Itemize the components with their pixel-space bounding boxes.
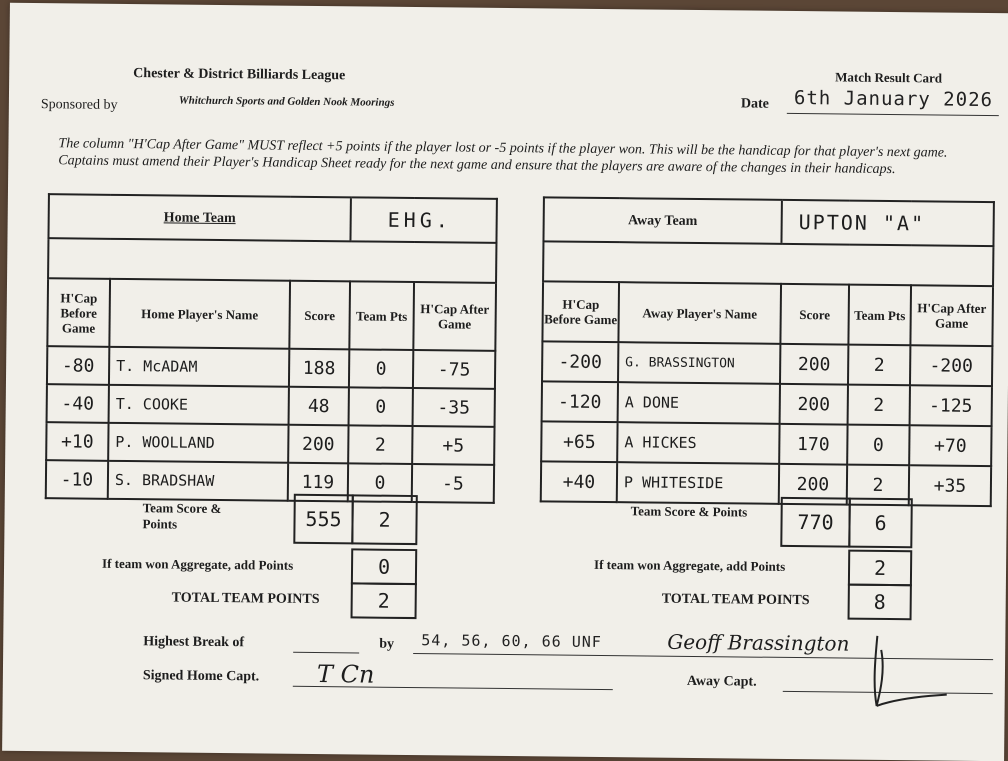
- table-row: -200 G. BRASSINGTON 200 2 -200: [542, 341, 992, 386]
- league-title: Chester & District Billiards League: [133, 66, 346, 84]
- table-row: +40 P WHITESIDE 200 2 +35: [541, 461, 991, 506]
- col-hcap-before: H'Cap Before Game: [542, 281, 619, 342]
- away-team-points: 6: [848, 498, 913, 549]
- home-total-label: TOTAL TEAM POINTS: [171, 590, 320, 608]
- away-team-table: [540, 196, 995, 507]
- highest-break-label: Highest Break of: [143, 634, 245, 651]
- highest-break-player: Geoff Brassington: [667, 629, 850, 656]
- sponsor-name: Whitchurch Sports and Golden Nook Moorings: [178, 94, 395, 109]
- highest-break-line: [293, 652, 359, 654]
- highest-break-value: 54, 56, 60, 66 UNF: [421, 631, 602, 652]
- table-row: -40 T. COOKE 48 0 -35: [47, 384, 495, 427]
- table-row: -80 T. McADAM 188 0 -75: [47, 346, 495, 389]
- away-team-score: 770: [780, 497, 851, 548]
- table-row: +10 P. WOOLLAND 200 2 +5: [46, 422, 494, 465]
- date-line: [787, 113, 999, 116]
- table-row: -10 S. BRADSHAW 119 0 -5: [46, 460, 494, 503]
- card-title: Match Result Card: [835, 69, 943, 86]
- home-team-score: 555: [293, 494, 354, 545]
- home-aggregate-points: 0: [351, 548, 417, 585]
- col-team-pts: Team Pts: [349, 281, 414, 350]
- col-score: Score: [289, 281, 350, 350]
- home-total-points: 2: [351, 582, 417, 619]
- away-total-points: 8: [848, 584, 912, 621]
- date-label: Date: [740, 96, 770, 112]
- col-home-player: Home Player's Name: [109, 279, 290, 349]
- by-label: by: [379, 636, 395, 652]
- sponsored-label: Sponsored by: [40, 97, 118, 113]
- col-hcap-before: H'Cap Before Game: [47, 278, 110, 347]
- home-team-score-label: Team Score & Points: [142, 500, 222, 532]
- table-row: +65 A HICKES 170 0 +70: [541, 421, 991, 466]
- date-value: 6th January 2026: [793, 86, 994, 112]
- away-signature: [863, 630, 954, 713]
- away-total-label: TOTAL TEAM POINTS: [661, 591, 810, 609]
- table-row: -120 A DONE 200 2 -125: [542, 381, 992, 426]
- home-team-label: Home Team: [163, 210, 236, 227]
- match-result-card: [2, 3, 1008, 761]
- home-signature: T Cn: [316, 660, 375, 689]
- col-team-pts: Team Pts: [848, 285, 911, 346]
- away-aggregate-points: 2: [848, 550, 912, 587]
- signed-home-label: Signed Home Capt.: [142, 668, 260, 685]
- away-team-name: UPTON "A": [798, 210, 926, 236]
- home-team-name: EHG.: [387, 207, 452, 233]
- instructions: The column "H'Cap After Game" MUST reflect +5 points if the player lost or -5 points if the player won. This will be the handicap for that player's next game. Captains must amend their Player's Handicap Sheet ready for the next game and ensure that the players are aware of the changes in their handicaps.: [58, 136, 948, 178]
- away-team-label: Away Team: [627, 213, 698, 229]
- away-team-score-label: Team Score & Points: [630, 503, 748, 520]
- col-hcap-after: H'Cap After Game: [910, 285, 993, 346]
- away-capt-label: Away Capt.: [686, 673, 757, 690]
- col-hcap-after: H'Cap After Game: [413, 282, 496, 351]
- home-aggregate-label: If team won Aggregate, add Points: [102, 555, 294, 573]
- col-away-player: Away Player's Name: [618, 282, 781, 344]
- col-score: Score: [780, 284, 849, 345]
- home-team-table: [45, 193, 498, 504]
- home-team-points: 2: [351, 494, 418, 545]
- away-aggregate-label: If team won Aggregate, add Points: [594, 556, 786, 574]
